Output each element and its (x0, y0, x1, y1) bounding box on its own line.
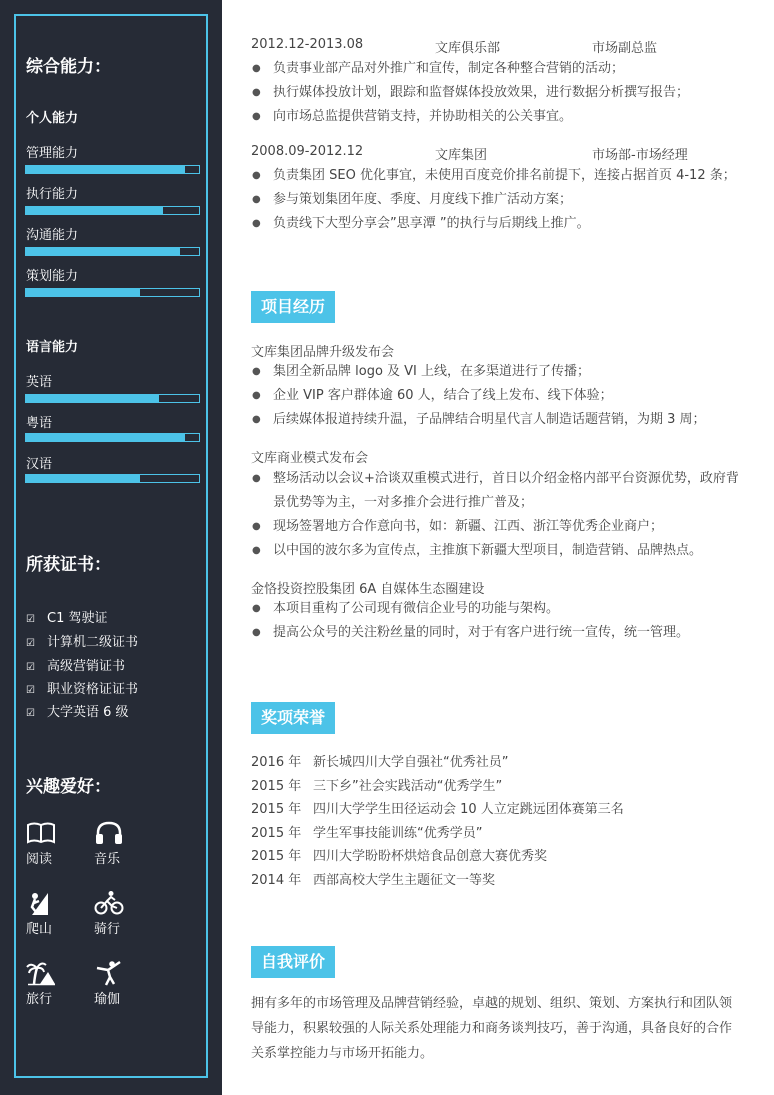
skill-bar-fill (26, 395, 159, 402)
list-item: ● 后续媒体报道持续升温，子品牌结合明星代言人制造话题营销，为期 3 周； (251, 408, 751, 432)
work-period: 2012.12-2013.08 (251, 37, 364, 52)
cycling-icon (94, 890, 124, 916)
honor-row: 2014 年 西部高校大学生主题征文一等奖 (251, 873, 496, 888)
work-role: 市场副总监 (592, 41, 658, 56)
project-details (251, 467, 744, 563)
honor-row: 2015 年 学生军事技能训练“优秀学员” (251, 826, 483, 841)
skill-label: 汉语 (26, 457, 53, 472)
work-role: 市场部-市场经理 (592, 148, 688, 163)
skill-label: 英语 (26, 375, 53, 390)
checkbox-icon: ☑ (26, 662, 35, 673)
skill-label: 粤语 (26, 416, 53, 431)
list-item: ● 本项目重构了公司现有微信企业号的功能与架构。 (251, 597, 751, 621)
work-duties (251, 57, 751, 129)
skill-bar-fill (26, 207, 163, 214)
checkbox-icon: ☑ (26, 614, 35, 625)
skill-bar-fill (26, 289, 140, 296)
work-duties (251, 164, 751, 236)
cert-item: ☑ 高级营销证书 (26, 659, 126, 674)
honor-row: 2015 年 四川大学盼盼杯烘焙食品创意大赛优秀奖 (251, 849, 548, 864)
sidebar (0, 0, 222, 1095)
skill-bar (25, 394, 200, 403)
skill-bar (25, 247, 200, 256)
skill-bar-fill (26, 475, 140, 482)
hobby-item: 瑜伽 (94, 960, 134, 1007)
hobby-item: 阅读 (26, 820, 66, 867)
skill-label: 管理能力 (26, 146, 79, 161)
palm-tree-icon (26, 960, 56, 986)
skill-bar (25, 165, 200, 174)
checkbox-icon: ☑ (26, 685, 35, 696)
skill-bar (25, 288, 200, 297)
project-name: 文库集团品牌升级发布会 (251, 345, 395, 360)
hobby-item: 骑行 (94, 890, 134, 937)
headphones-icon (94, 820, 124, 846)
book-icon (26, 820, 56, 846)
hobby-item: 音乐 (94, 820, 134, 867)
checkbox-icon: ☑ (26, 638, 35, 649)
project-details (251, 360, 751, 432)
cert-title: 所获证书： (26, 555, 111, 575)
skill-bar-fill (26, 166, 185, 173)
list-item: ● 集团全新品牌 logo 及 VI 上线，在多渠道进行了传播； (251, 360, 751, 384)
work-company: 文库俱乐部 (435, 41, 501, 56)
skill-bar-fill (26, 248, 180, 255)
project-name: 金恪投资控股集团 6A 自媒体生态圈建设 (251, 582, 485, 597)
list-item: ● 以中国的波尔多为宣传点，主推旗下新疆大型项目，制造营销、品牌热点。 (251, 539, 744, 563)
list-item: ● 负责线下大型分享会”思享潭 ”的执行与后期线上推广。 (251, 212, 751, 236)
climbing-icon (26, 890, 56, 916)
cert-item: ☑ 计算机二级证书 (26, 635, 139, 650)
cert-item: ☑ 职业资格证证书 (26, 682, 139, 697)
skill-label: 策划能力 (26, 269, 79, 284)
ability-title: 综合能力： (26, 57, 111, 77)
work-company: 文库集团 (435, 148, 488, 163)
list-item: ● 负责事业部产品对外推广和宣传，制定各种整合营销的活动； (251, 57, 751, 81)
skill-bar-fill (26, 434, 185, 441)
language-ability-title: 语言能力 (26, 340, 79, 355)
yoga-icon (94, 960, 124, 986)
list-item: ● 现场签署地方合作意向书，如：新疆、江西、浙江等优秀企业商户； (251, 515, 744, 539)
list-item: ● 整场活动以会议+洽谈双重模式进行，首日以介绍金格内部平台资源优势，政府背景优势等为主，一对多推介会进行推广普及； (251, 467, 744, 515)
honor-row: 2015 年 四川大学学生田径运动会 10 人立定跳远团体赛第三名 (251, 802, 624, 817)
skill-label: 执行能力 (26, 187, 79, 202)
honors-section-title: 奖项荣誉 (251, 702, 335, 734)
hobby-title: 兴趣爱好： (26, 777, 111, 797)
list-item: ● 提高公众号的关注粉丝量的同时，对于有客户进行统一宣传，统一管理。 (251, 621, 751, 645)
self-eval-text: 拥有多年的市场管理及品牌营销经验，卓越的规划、组织、策划、方案执行和团队领导能力，积累较强的人际关系处理能力和商务谈判技巧，善于沟通，具备良好的合作关系掌控能力与市场开拓能力。 (251, 996, 733, 1061)
list-item: ● 向市场总监提供营销支持，并协助相关的公关事宜。 (251, 105, 751, 129)
skill-bar (25, 474, 200, 483)
list-item: ● 企业 VIP 客户群体逾 60 人，结合了线上发布、线下体验； (251, 384, 751, 408)
personal-ability-title: 个人能力 (26, 111, 79, 126)
list-item: ● 参与策划集团年度、季度、月度线下推广活动方案； (251, 188, 751, 212)
honor-row: 2016 年 新长城四川大学自强社“优秀社员” (251, 755, 509, 770)
hobby-item: 旅行 (26, 960, 66, 1007)
checkbox-icon: ☑ (26, 708, 35, 719)
cert-item: ☑ 大学英语 6 级 (26, 705, 129, 720)
work-period: 2008.09-2012.12 (251, 144, 364, 159)
project-details (251, 597, 751, 645)
self-eval-section-title: 自我评价 (251, 946, 335, 978)
skill-label: 沟通能力 (26, 228, 79, 243)
hobby-item: 爬山 (26, 890, 66, 937)
cert-item: ☑ C1 驾驶证 (26, 611, 108, 626)
list-item: ● 执行媒体投放计划，跟踪和监督媒体投放效果，进行数据分析撰写报告； (251, 81, 751, 105)
projects-section-title: 项目经历 (251, 291, 335, 323)
skill-bar (25, 206, 200, 215)
list-item: ● 负责集团 SEO 优化事宜，未使用百度竞价排名前提下，连接占据首页 4-12 条； (251, 164, 751, 188)
skill-bar (25, 433, 200, 442)
project-name: 文库商业模式发布会 (251, 451, 369, 466)
honor-row: 2015 年 三下乡”社会实践活动“优秀学生” (251, 779, 503, 794)
